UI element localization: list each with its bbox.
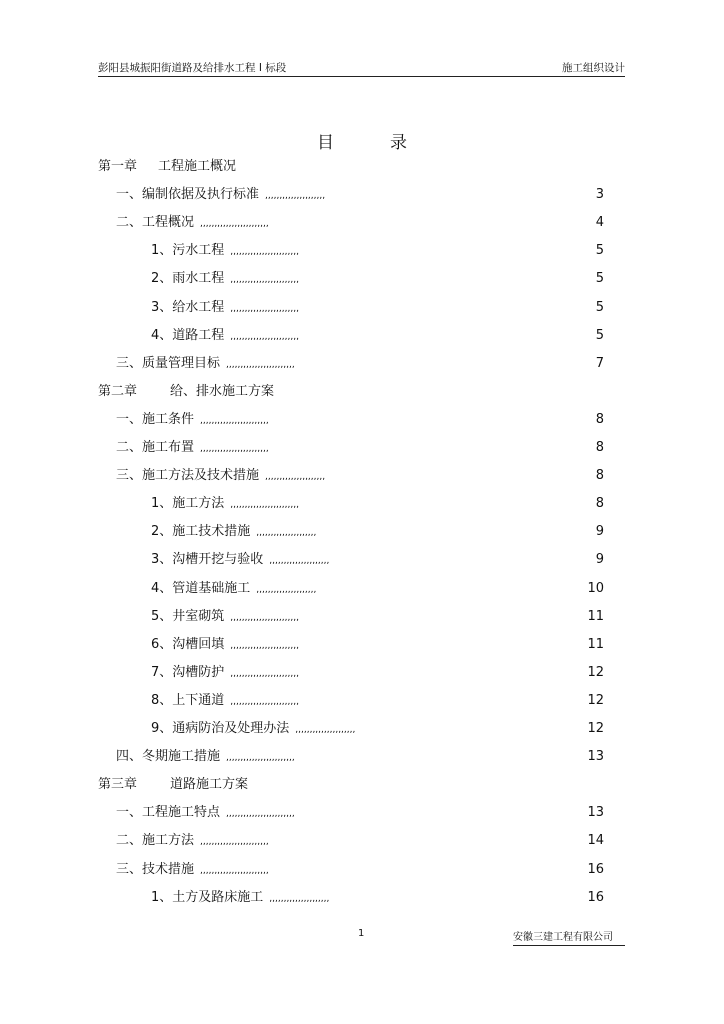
toc-page-number: 3 [595,187,604,203]
toc-leader-dots: ,,,,,,,,,,,,,,,,,,,,,,,, [226,753,295,764]
toc-entry-label: 7、沟槽防护 [151,664,225,680]
toc-entry-row[interactable] [151,269,604,289]
toc-leader-dots: ,,,,,,,,,,,,,,,,,,,,, [256,584,317,595]
toc-leader-dots: ,,,,,,,,,,,,,,,,,,,,, [269,893,330,904]
toc-leader-dots: ,,,,,,,,,,,,,,,,,,,,, [265,472,326,483]
toc-entry-row[interactable] [116,185,604,205]
toc-leader-dots: ,,,,,,,,,,,,,,,,,,,,,,,, [230,612,299,623]
toc-chapter-row[interactable] [98,382,604,402]
header-project-title: 彭阳县城振阳街道路及给排水工程 I 标段 [98,62,287,74]
toc-entry-label: 4、管道基础施工 [151,580,251,596]
toc-page-number: 11 [587,636,604,652]
toc-leader-dots: ,,,,,,,,,,,,,,,,,,,,,,,, [230,275,299,286]
toc-entry-label: 6、沟槽回填 [151,636,225,652]
toc-page-number: 14 [587,833,604,849]
toc-entry-label: 9、通病防治及处理办法 [151,721,290,736]
toc-entry-label: 四、冬期施工措施 [116,749,221,765]
toc-leader-dots: ,,,,,,,,,,,,,,,,,,,,, [256,528,317,539]
toc-page-number: 12 [587,692,604,708]
toc-entry-row[interactable] [116,410,604,430]
toc-entry-label: 一、工程施工特点 [116,805,221,821]
toc-entry-row[interactable] [151,522,604,542]
toc-entry-label: 5、井室砌筑 [151,608,225,624]
toc-page-number: 12 [587,721,604,736]
toc-entry-row[interactable] [151,635,604,655]
toc-entry-row[interactable] [151,241,604,261]
toc-chapter-name: 道路施工方案 [170,777,249,793]
toc-leader-dots: ,,,,,,,,,,,,,,,,,,,,,,,, [226,809,295,820]
toc-page-number: 5 [595,243,604,259]
toc-leader-dots: ,,,,,,,,,,,,,,,,,,,,, [265,191,326,202]
page-footer [0,926,724,944]
toc-page-number: 13 [587,805,604,821]
header-document-type: 施工组织设计 [562,62,625,74]
footer-page-number: 1 [358,928,365,939]
toc-entry-label: 3、沟槽开挖与验收 [151,552,264,568]
toc-leader-dots: ,,,,,,,,,,,,,,,,,,,,,,,, [230,331,299,342]
toc-page-number: 8 [595,496,604,512]
toc-page-number: 8 [595,440,604,455]
toc-entry-row[interactable] [116,354,604,374]
toc-title-char-1: 目 [317,133,334,153]
toc-leader-dots: ,,,,,,,,,,,,,,,,,,,,,,,, [200,837,269,848]
toc-entry-row[interactable] [116,747,604,767]
toc-leader-dots: ,,,,,,,,,,,,,,,,,,,,,,,, [226,359,295,370]
toc-chapter-name: 给、排水施工方案 [170,383,275,399]
toc-page-number: 4 [595,215,604,231]
toc-chapter-number: 第三章 [98,777,138,793]
toc-entry-row[interactable] [151,494,604,514]
toc-page-number: 16 [587,861,604,877]
toc-leader-dots: ,,,,,,,,,,,,,,,,,,,,,,,, [230,668,299,679]
toc-entry-row[interactable] [116,831,604,851]
toc-leader-dots: ,,,,,,,,,,,,,,,,,,,,,,,, [230,247,299,258]
toc-page-number: 9 [595,552,604,568]
toc-page-number: 13 [587,749,604,765]
toc-page-number: 7 [595,355,604,371]
toc-entry-label: 8、上下通道 [151,692,225,708]
toc-leader-dots: ,,,,,,,,,,,,,,,,,,,,,,,, [200,415,269,426]
toc-entry-row[interactable] [151,663,604,683]
toc-page-number: 8 [595,468,604,484]
toc-entry-label: 3、给水工程 [151,299,225,315]
toc-entry-row[interactable] [116,213,604,233]
toc-page-number: 16 [587,889,604,905]
toc-leader-dots: ,,,,,,,,,,,,,,,,,,,,,,,, [200,219,269,230]
toc-chapter-number: 第一章 [98,159,138,174]
toc-chapter-row[interactable] [98,775,604,795]
toc-title-char-2: 录 [390,133,407,153]
toc-entry-row[interactable] [151,550,604,570]
toc-entry-label: 一、施工条件 [116,411,195,427]
toc-page-number: 11 [587,608,604,624]
toc-entry-row[interactable] [116,860,604,880]
toc-page-number: 5 [595,327,604,343]
toc-page-number: 5 [595,299,604,315]
toc-entry-label: 4、道路工程 [151,327,225,343]
toc-page-number: 12 [587,664,604,680]
toc-leader-dots: ,,,,,,,,,,,,,,,,,,,,,,,, [230,696,299,707]
toc-entry-row[interactable] [116,466,604,486]
toc-entry-row[interactable] [151,298,604,318]
toc-entry-label: 二、工程概况 [116,215,195,231]
footer-company-name: 安徽三建工程有限公司 [513,928,625,946]
toc-leader-dots: ,,,,,,,,,,,,,,,,,,,,,,,, [230,500,299,511]
toc-entry-row[interactable] [116,438,604,458]
toc-entry-label: 一、编制依据及执行标准 [116,187,260,203]
toc-entry-row[interactable] [151,719,604,739]
toc-entry-row[interactable] [151,691,604,711]
toc-entry-label: 三、质量管理目标 [116,355,221,371]
toc-entry-row[interactable] [151,888,604,908]
toc-page-number: 9 [595,524,604,540]
toc-chapter-number: 第二章 [98,383,138,399]
toc-entry-label: 2、施工技术措施 [151,524,251,540]
toc-entry-label: 1、土方及路床施工 [151,889,264,905]
toc-leader-dots: ,,,,,,,,,,,,,,,,,,,,,,,, [200,865,269,876]
toc-entry-label: 三、施工方法及技术措施 [116,468,260,484]
toc-entry-label: 1、污水工程 [151,243,225,259]
toc-leader-dots: ,,,,,,,,,,,,,,,,,,,,, [295,725,356,735]
toc-entry-row[interactable] [116,803,604,823]
toc-entry-row[interactable] [151,579,604,599]
toc-entry-label: 2、雨水工程 [151,271,225,287]
toc-entry-label: 1、施工方法 [151,496,225,512]
toc-chapter-row[interactable] [98,157,604,177]
toc-leader-dots: ,,,,,,,,,,,,,,,,,,,,,,,, [230,303,299,314]
toc-entry-label: 二、施工布置 [116,440,195,455]
toc-page-number: 5 [595,271,604,287]
toc-entry-label: 三、技术措施 [116,861,195,877]
toc-page-number: 10 [587,580,604,596]
toc-entry-row[interactable] [151,607,604,627]
toc-chapter-name: 工程施工概况 [158,159,237,174]
toc-page-number: 8 [595,411,604,427]
toc-leader-dots: ,,,,,,,,,,,,,,,,,,,,,,,, [230,640,299,651]
toc-leader-dots: ,,,,,,,,,,,,,,,,,,,,, [269,556,330,567]
toc-entry-label: 二、施工方法 [116,833,195,849]
toc-entry-row[interactable] [151,326,604,346]
toc-leader-dots: ,,,,,,,,,,,,,,,,,,,,,,,, [200,444,269,454]
